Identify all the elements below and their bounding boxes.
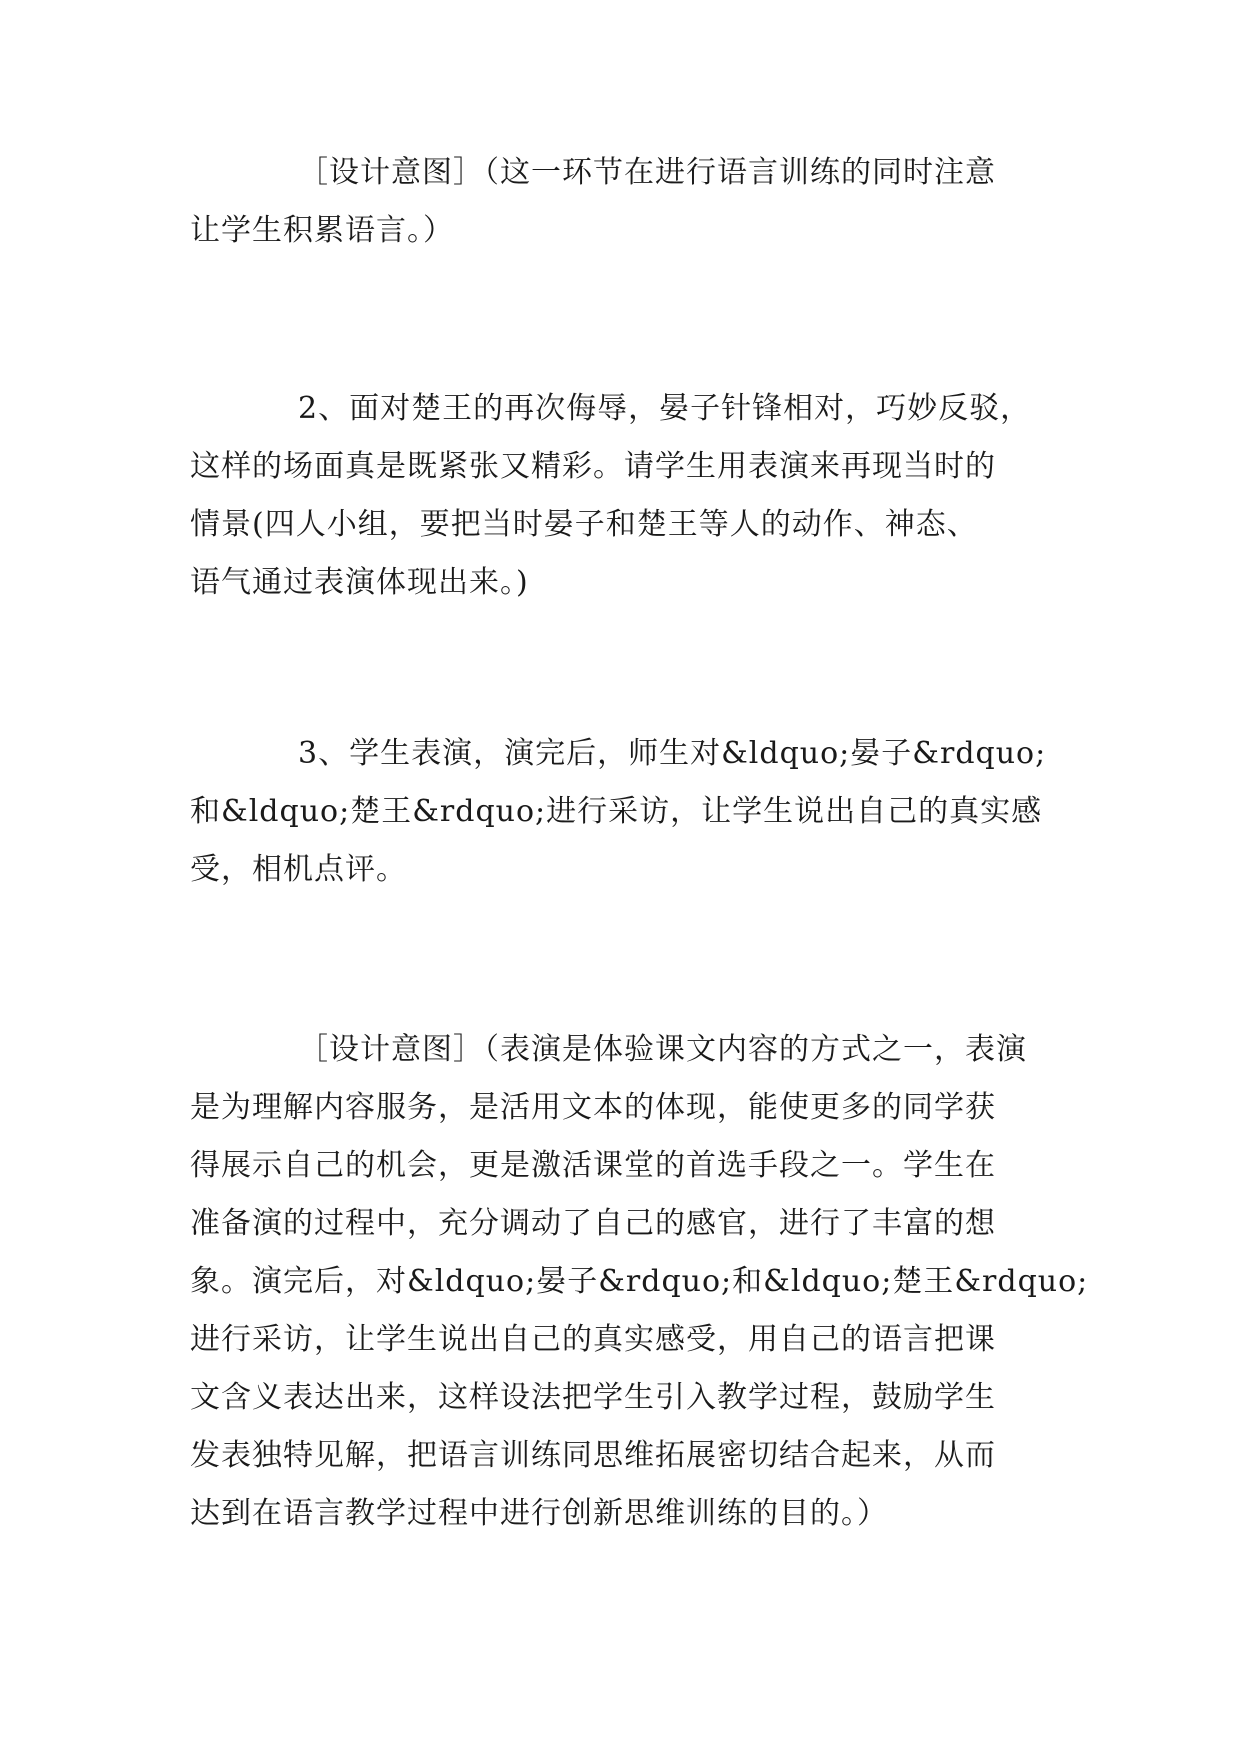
text-line: 2、面对楚王的再次侮辱，晏子针锋相对，巧妙反驳， — [298, 391, 1032, 426]
text-line: 得展示自己的机会，更是激活课堂的首选手段之一。学生在 — [190, 1148, 996, 1183]
text-line: 发表独特见解，把语言训练同思维拓展密切结合起来，从而 — [190, 1438, 996, 1473]
text-line: 文含义表达出来，这样设法把学生引入教学过程，鼓励学生 — [190, 1380, 996, 1415]
text-line: 语气通过表演体现出来。) — [190, 565, 529, 600]
text-line: 受，相机点评。 — [190, 852, 407, 887]
paragraph-step-2 — [190, 380, 1060, 612]
paragraph-design-intent-2 — [190, 1021, 1089, 1543]
text-line: 情景(四人小组，要把当时晏子和楚王等人的动作、神态、 — [190, 507, 978, 542]
text-line: 这样的场面真是既紧张又精彩。请学生用表演来再现当时的 — [190, 449, 996, 484]
text-line: ［设计意图］（表演是体验课文内容的方式之一，表演 — [298, 1032, 1027, 1067]
paragraph-step-3 — [190, 725, 1060, 899]
text-line: 是为理解内容服务，是活用文本的体现，能使更多的同学获 — [190, 1090, 996, 1125]
text-line: 让学生积累语言。） — [190, 213, 454, 248]
text-line: 达到在语言教学过程中进行创新思维训练的目的。） — [190, 1496, 888, 1531]
text-line: 准备演的过程中，充分调动了自己的感官，进行了丰富的想 — [190, 1206, 996, 1241]
text-line: ［设计意图］（这一环节在进行语言训练的同时注意 — [298, 155, 996, 190]
text-line: 进行采访，让学生说出自己的真实感受，用自己的语言把课 — [190, 1322, 996, 1357]
text-line: 象。演完后，对&ldquo;晏子&rdquo;和&ldquo;楚王&rdquo; — [190, 1264, 1089, 1299]
text-line: 3、学生表演，演完后，师生对&ldquo;晏子&rdquo; — [298, 736, 1047, 771]
text-line: 和&ldquo;楚王&rdquo;进行采访，让学生说出自己的真实感 — [190, 794, 1043, 829]
paragraph-design-intent-1 — [190, 144, 1060, 260]
